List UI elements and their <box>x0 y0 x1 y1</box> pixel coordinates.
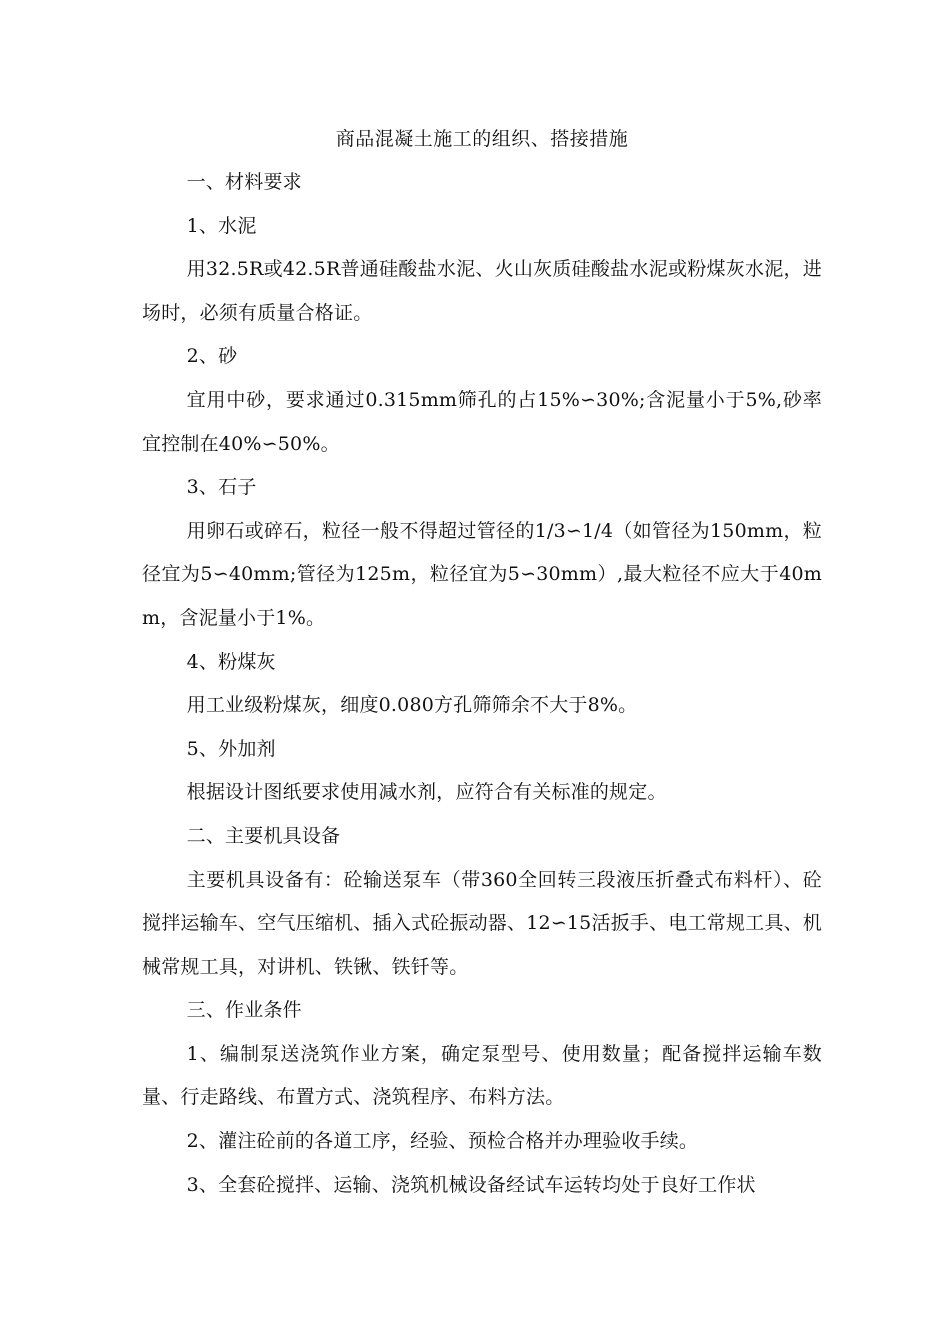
subheading-cement: 1、水泥 <box>186 214 257 237</box>
paragraph-equipment: 主要机具设备有：砼输送泵车（带360全回转三段液压折叠式布料杆）、砼搅拌运输车、空气压缩机、插入式砼振动器、12∽15活扳手、电工常规工具、机械常规工具，对讲机、铁锹、铁钎等。 <box>142 868 822 978</box>
paragraph-cement: 用32.5R或42.5R普通硅酸盐水泥、火山灰质硅酸盐水泥或粉煤灰水泥，进场时，必须有质量合格证。 <box>142 258 822 324</box>
paragraph-stone: 用卵石或碎石，粒径一般不得超过管径的1/3∽1/4（如管径为150mm，粒径宜为5∽40mm;管径为125m，粒径宜为5∽30mm）,最大粒径不应大于40mm，含泥量小于1%。 <box>142 519 822 629</box>
document-title: 商品混凝土施工的组织、搭接措施 <box>335 128 629 150</box>
heading-materials: 一、材料要求 <box>186 171 302 193</box>
paragraph-condition-2: 2、灌注砼前的各道工序，经验、预检合格并办理验收手续。 <box>186 1130 699 1153</box>
paragraph-fly-ash: 用工业级粉煤灰，细度0.080方孔筛筛余不大于8%。 <box>186 694 638 717</box>
paragraph-admixture: 根据设计图纸要求使用减水剂，应符合有关标准的规定。 <box>186 781 667 804</box>
subheading-fly-ash: 4、粉煤灰 <box>186 650 276 673</box>
paragraph-condition-1: 1、编制泵送浇筑作业方案，确定泵型号、使用数量；配备搅拌运输车数量、行走路线、布置方式、浇筑程序、布料方法。 <box>142 1042 822 1109</box>
document-body <box>142 118 822 1207</box>
paragraph-sand: 宜用中砂，要求通过0.315mm筛孔的占15%∽30%;含泥量小于5%,砂率宜控制在40%∽50%。 <box>142 388 822 455</box>
heading-work-conditions: 三、作业条件 <box>186 999 302 1022</box>
paragraph-condition-3: 3、全套砼搅拌、运输、浇筑机械设备经试车运转均处于良好工作状 <box>186 1173 756 1196</box>
subheading-sand: 2、砂 <box>186 345 238 368</box>
subheading-admixture: 5、外加剂 <box>186 737 276 760</box>
subheading-stone: 3、石子 <box>186 476 257 499</box>
heading-equipment: 二、主要机具设备 <box>186 824 341 847</box>
